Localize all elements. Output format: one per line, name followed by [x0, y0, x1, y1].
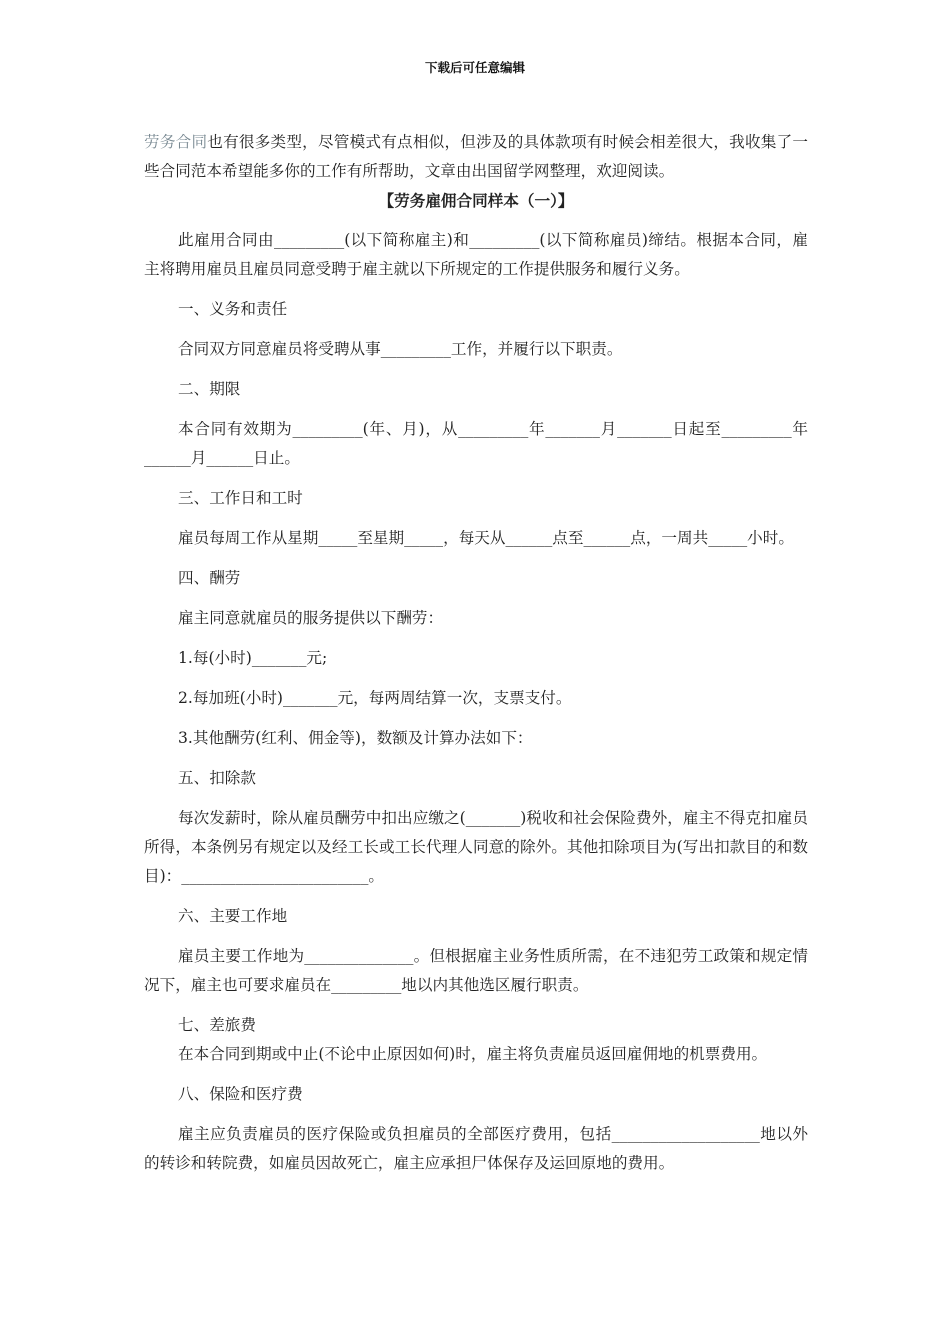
- insurance-paragraph: 雇主应负责雇员的医疗保险或负担雇员的全部医疗费用，包括___________________地以外的转诊和转院费，如雇员因故死亡，雇主应承担尸体保存及运回原地的费用。: [144, 1125, 808, 1172]
- pay-intro: 雇主同意就雇员的服务提供以下酬劳：: [178, 609, 444, 627]
- preamble-paragraph: 此雇用合同由_________(以下简称雇主)和_________(以下简称雇员)缔结。根据本合同，雇主将聘用雇员且雇员同意受聘于雇主就以下所规定的工作提供服务和履行义务。: [144, 231, 808, 278]
- contract-title: 【劳务雇佣合同样本（一）】: [378, 191, 574, 210]
- duties-paragraph: 合同双方同意雇员将受聘从事_________工作，并履行以下职责。: [178, 340, 623, 358]
- travel-paragraph: 在本合同到期或中止(不论中止原因如何)时，雇主将负责雇员返回雇佣地的机票费用。: [178, 1045, 768, 1063]
- pay-item-1: 1.每(小时)_______元;: [178, 649, 328, 667]
- section-heading-insurance: 八、保险和医疗费: [178, 1085, 303, 1103]
- section-heading-hours: 三、工作日和工时: [178, 489, 303, 507]
- term-paragraph: 本合同有效期为_________(年、月)，从_________年_______月_______日起至_________年______月______日止。: [144, 420, 808, 467]
- document-body: [144, 128, 808, 1178]
- hours-paragraph: 雇员每周工作从星期_____至星期_____，每天从______点至______点，一周共_____小时。: [178, 529, 794, 547]
- workplace-paragraph: 雇员主要工作地为______________。但根据雇主业务性质所需，在不违犯劳工政策和规定情况下，雇主也可要求雇员在_________地以内其他选区履行职责。: [144, 947, 808, 994]
- deductions-paragraph: 每次发薪时，除从雇员酬劳中扣出应缴之(_______)税收和社会保险费外，雇主不得克扣雇员所得，本条例另有规定以及经工长或工长代理人同意的除外。其他扣除项目为(写出扣款目的和数目)：________________________。: [144, 809, 808, 885]
- intro-text: 也有很多类型，尽管模式有点相似，但涉及的具体款项有时候会相差很大，我收集了一些合同范本希望能多你的工作有所帮助，文章由出国留学网整理，欢迎阅读。: [144, 133, 808, 180]
- intro-paragraph: [144, 128, 808, 186]
- intro-link[interactable]: 劳务合同: [144, 133, 208, 151]
- section-heading-workplace: 六、主要工作地: [178, 907, 288, 925]
- pay-item-3: 3.其他酬劳(红利、佣金等)，数额及计算办法如下：: [178, 729, 533, 747]
- pay-item-2: 2.每加班(小时)_______元，每两周结算一次，支票支付。: [178, 689, 572, 707]
- section-heading-duties: 一、义务和责任: [178, 300, 288, 318]
- section-heading-term: 二、期限: [178, 380, 241, 398]
- page-header: 下载后可任意编辑: [424, 60, 525, 75]
- section-heading-deductions: 五、扣除款: [178, 769, 256, 787]
- section-heading-pay: 四、酬劳: [178, 569, 241, 587]
- section-heading-travel: 七、差旅费: [178, 1016, 256, 1034]
